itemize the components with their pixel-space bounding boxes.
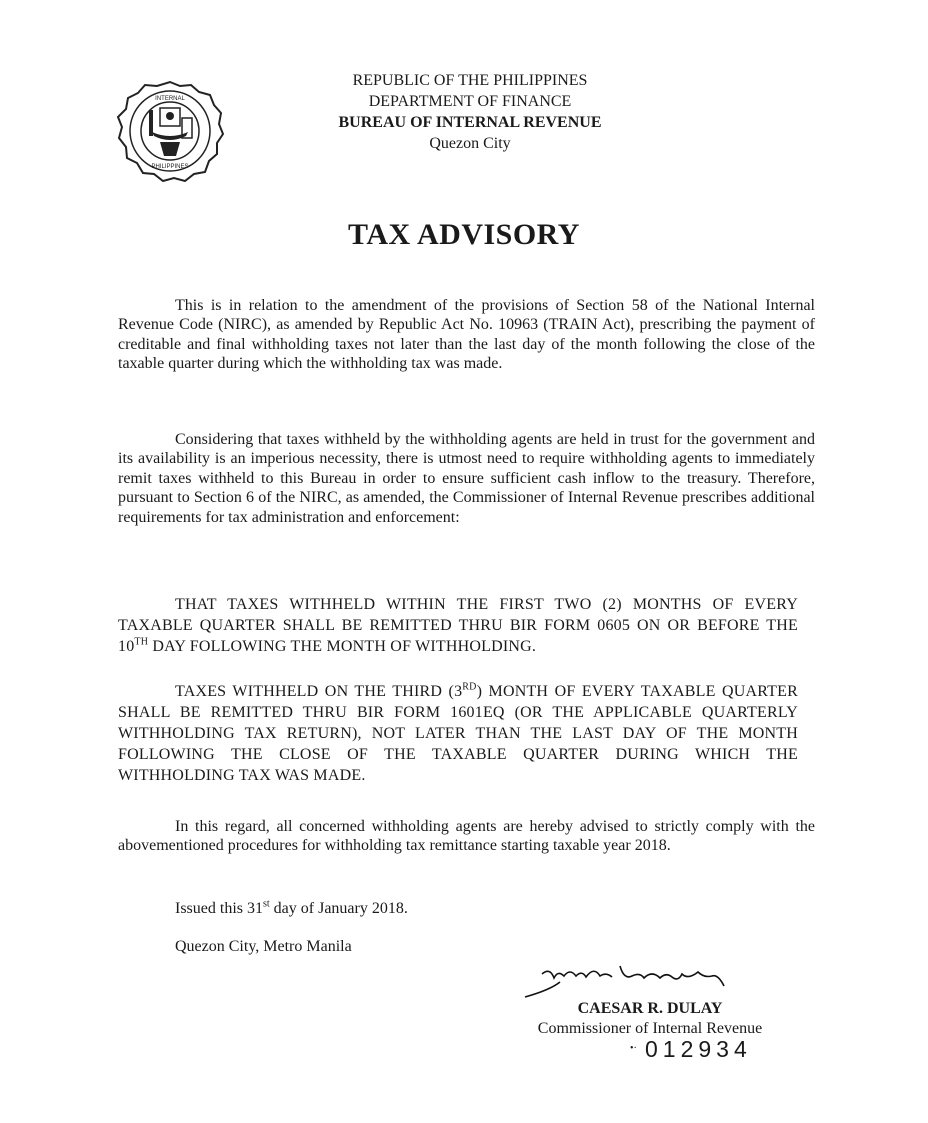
directive-2 [118,681,798,786]
paragraph-1 [118,296,815,374]
paragraph-2-text: Considering that taxes withheld by the withholding agents are held in trust for the government and its availability is an imperious necessity, there is utmost need to require withholding agents to immediately remit taxes withheld to this Bureau in order to ensure sufficient cash inflow to the treasury. Therefore, pursuant to Section 6 of the NIRC, as amended, the Commissioner of Internal Revenue prescribes additional requirements for tax administration and enforcement: [118,431,815,526]
directive-1-text: THAT TAXES WITHHELD WITHIN THE FIRST TWO (2) MONTHS OF EVERY TAXABLE QUARTER SHALL BE REMITTED THRU BIR FORM 0605 ON OR BEFORE THE 10 [118,596,798,655]
closing-paragraph [118,817,815,856]
svg-text:PHILIPPINES: PHILIPPINES [151,164,189,170]
directive-1 [118,594,798,657]
paragraph-1-text: This is in relation to the amendment of the provisions of Section 58 of the National Internal Revenue Code (NIRC), as amended by Republic Act No. 10963 (TRAIN Act), prescribing the payment of creditable and final withholding taxes not later than the last day of the month following the close of the taxable quarter during which the withholding tax was made. [118,297,815,373]
issued-sup: st [263,898,270,910]
directive-1-sup: TH [134,636,149,648]
directive-2-sup: RD [462,681,477,693]
svg-text:INTERNAL: INTERNAL [155,96,185,102]
signatory-name: CAESAR R. DULAY [577,1000,723,1017]
document-title: TAX ADVISORY [348,218,580,251]
directive-2-text: TAXES WITHHELD ON THE THIRD (3 [175,683,463,700]
issued-date [175,900,408,918]
stamp-mark: •· [630,1043,637,1054]
control-number: 012934 [645,1036,752,1062]
paragraph-2 [118,430,815,527]
signatory-position: Commissioner of Internal Revenue [537,1020,763,1037]
directive-1-text-end: DAY FOLLOWING THE MONTH OF WITHHOLDING. [148,638,537,655]
closing-text: In this regard, all concerned withholding agents are hereby advised to strictly comply with the abovementioned procedures for withholding tax remittance starting taxable year 2018. [118,818,815,855]
bir-seal [116,80,224,182]
issued-place: Quezon City, Metro Manila [175,938,352,955]
directive-2-text-end: ) MONTH OF EVERY TAXABLE QUARTER SHALL BE REMITTED THRU BIR FORM 1601EQ (OR THE APPLICABLE QUARTERLY WITHHOLDING TAX RETURN), NOT LATER THAN THE LAST DAY OF THE MONTH FOLLOWING THE CLOSE OF THE TAXABLE QUARTER DURING WHICH THE WITHHOLDING TAX WAS MADE. [118,683,798,784]
letterhead-city: Quezon City [429,135,511,152]
letterhead-republic: REPUBLIC OF THE PHILIPPINES [352,72,588,89]
letterhead [270,70,670,154]
issued-text: Issued this 31 [175,900,263,917]
letterhead-bureau: BUREAU OF INTERNAL REVENUE [338,114,602,131]
letterhead-department: DEPARTMENT OF FINANCE [368,93,572,110]
issued-text-end: day of January 2018. [269,900,408,917]
